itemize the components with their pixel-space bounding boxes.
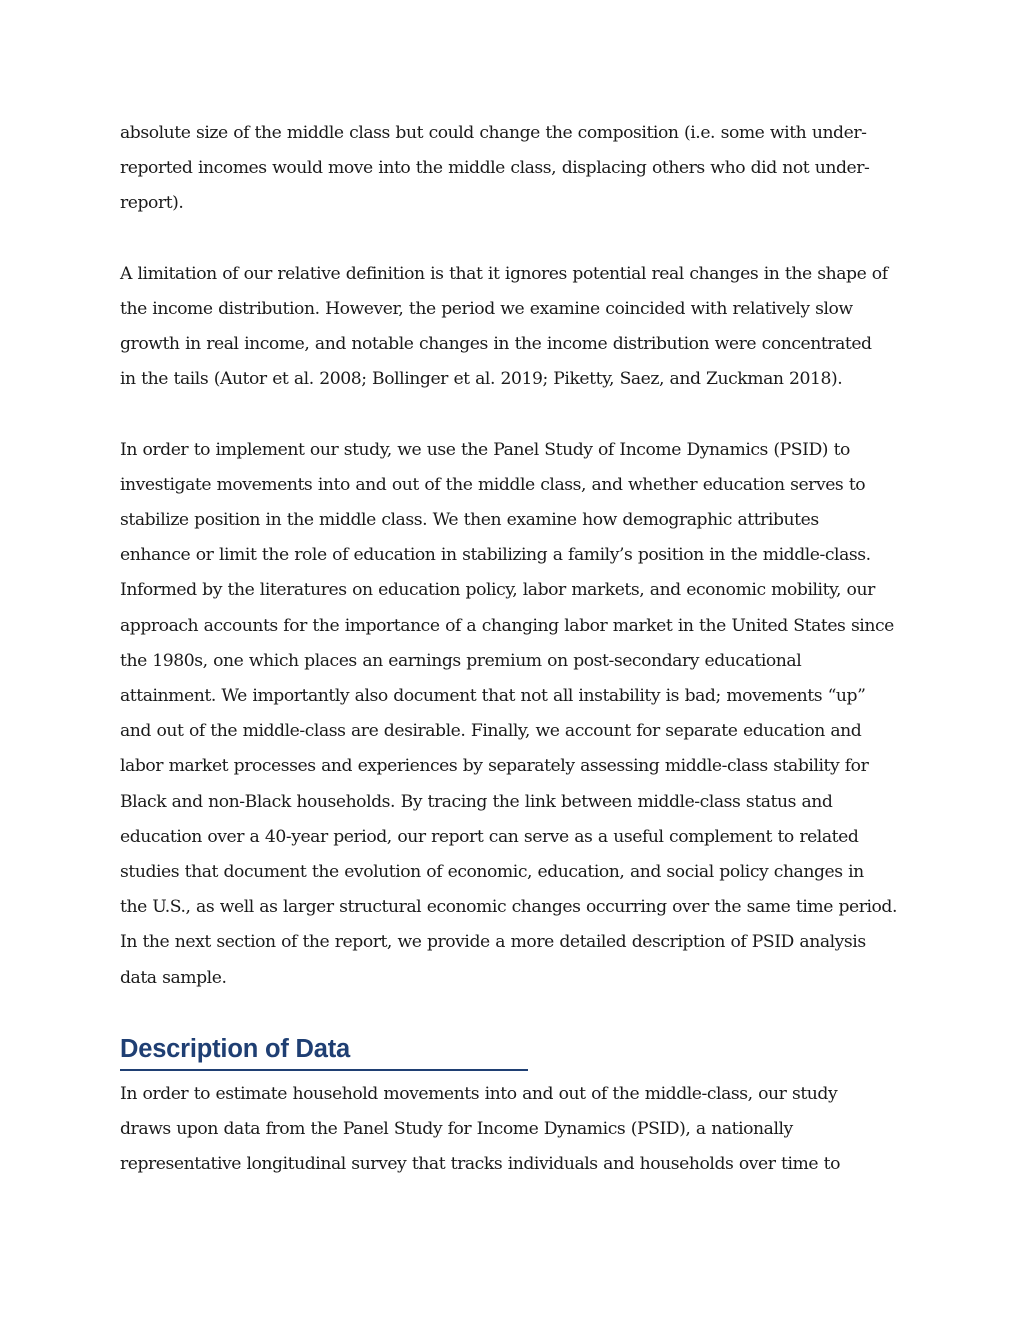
text-line: enhance or limit the role of education in stabilizing a family’s position in the middle-class. xyxy=(120,545,871,566)
text-line: A limitation of our relative definition is that it ignores potential real changes in the shape of xyxy=(120,263,888,284)
text-line: education over a 40-year period, our report can serve as a useful complement to related xyxy=(120,826,859,847)
document-page xyxy=(120,116,905,1182)
text-line: in the tails (Autor et al. 2008; Bollinger et al. 2019; Piketty, Saez, and Zuckman 2018). xyxy=(120,369,843,390)
text-line: the 1980s, one which places an earnings premium on post-secondary educational xyxy=(120,650,802,671)
section-heading: Description of Data xyxy=(120,1034,350,1063)
paragraph-size-composition xyxy=(120,116,905,222)
text-line: data sample. xyxy=(120,967,227,988)
text-line: labor market processes and experiences by separately assessing middle-class stability for xyxy=(120,756,869,777)
text-line: and out of the middle-class are desirable. Finally, we account for separate education and xyxy=(120,721,862,742)
text-line: the income distribution. However, the period we examine coincided with relatively slow xyxy=(120,298,853,319)
text-line: investigate movements into and out of the middle class, and whether education serves to xyxy=(120,474,866,495)
paragraph-data-description xyxy=(120,1077,905,1183)
paragraph-limitation xyxy=(120,257,905,398)
text-line: representative longitudinal survey that tracks individuals and households over time to xyxy=(120,1154,840,1175)
text-line: In order to estimate household movements into and out of the middle-class, our study xyxy=(120,1083,838,1104)
text-line: absolute size of the middle class but could change the composition (i.e. some with under- xyxy=(120,123,867,143)
text-line: reported incomes would move into the middle class, displacing others who did not under- xyxy=(120,158,870,179)
text-line: report). xyxy=(120,193,184,214)
text-line: Informed by the literatures on education policy, labor markets, and economic mobility, our xyxy=(120,580,875,601)
section-heading-underline xyxy=(120,1031,528,1071)
text-line: studies that document the evolution of economic, education, and social policy changes in xyxy=(120,861,864,882)
text-line: stabilize position in the middle class. We then examine how demographic attributes xyxy=(120,510,819,531)
text-line: approach accounts for the importance of a changing labor market in the United States since xyxy=(120,615,894,636)
text-line: the U.S., as well as larger structural economic changes occurring over the same time period. xyxy=(120,897,897,918)
text-line: growth in real income, and notable changes in the income distribution were concentrated xyxy=(120,334,872,355)
text-line: In order to implement our study, we use the Panel Study of Income Dynamics (PSID) to xyxy=(120,439,850,460)
text-line: In the next section of the report, we provide a more detailed description of PSID analysis xyxy=(120,932,866,953)
text-line: Black and non-Black households. By tracing the link between middle-class status and xyxy=(120,791,833,812)
text-line: attainment. We importantly also document that not all instability is bad; movements “up” xyxy=(120,686,866,706)
text-line: draws upon data from the Panel Study for Income Dynamics (PSID), a nationally xyxy=(120,1119,793,1140)
paragraph-study-approach xyxy=(120,433,905,996)
